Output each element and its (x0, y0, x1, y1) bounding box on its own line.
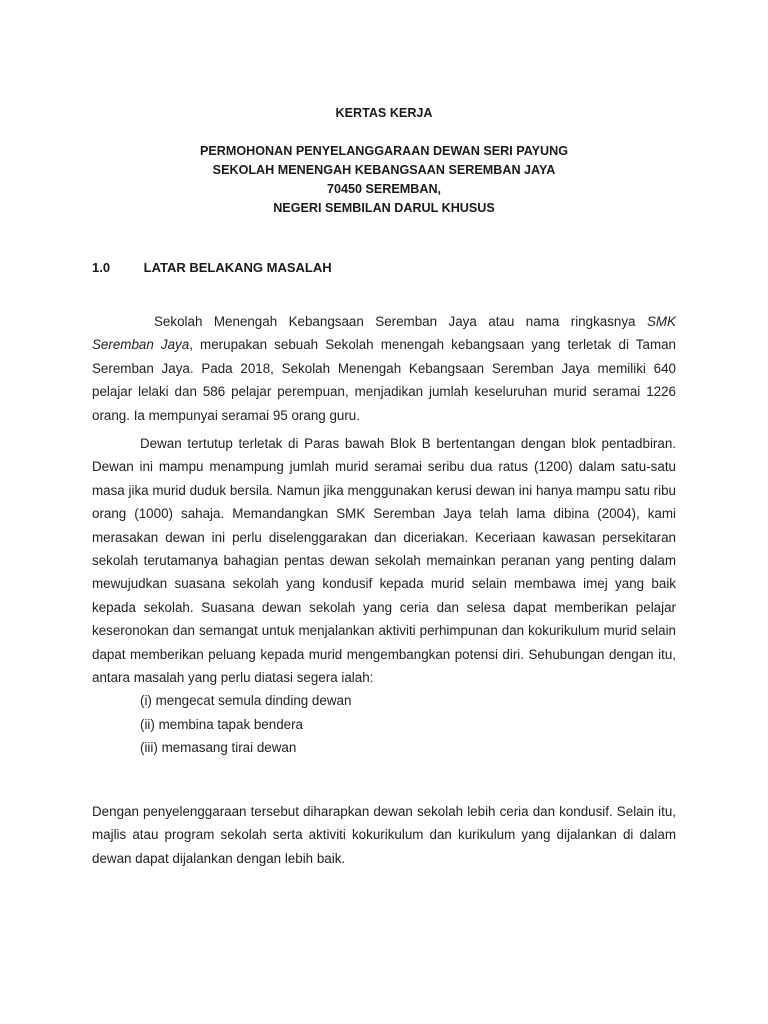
paragraph-background (92, 310, 676, 427)
paragraph-hall (92, 432, 676, 760)
list-item: (ii) membina tapak bendera (140, 716, 304, 732)
section-heading (92, 258, 332, 277)
paragraph-1-text-a: Sekolah Menengah Kebangsaan Seremban Jaya atau nama ringkasnya (154, 314, 647, 329)
paragraph-conclusion (92, 800, 676, 870)
problem-list (92, 689, 676, 759)
header-line-title: PERMOHONAN PENYELANGGARAAN DEWAN SERI PAYUNG (199, 144, 569, 158)
list-item: (iii) memasang tirai dewan (140, 740, 297, 756)
paragraph-3: Dengan penyelenggaraan tersebut diharapkan dewan sekolah lebih ceria dan kondusif. Selain itu, majlis atau program sekolah serta aktiviti kokurikulum dan kurikulum yang dijalankan di dalam dewan dapat dijalankan dengan lebih baik. (92, 804, 676, 866)
paragraph-1-text-b: , merupakan sebuah Sekolah menengah kebangsaan yang terletak di Taman Seremban Jaya. Pada 2018, Sekolah Menengah Kebangsaan Seremban Jaya memiliki 640 pelajar lelaki dan 586 pelajar perempuan, menjadikan jumlah keseluruhan murid seramai 1226 orang. Ia mempunyai seramai 95 orang guru. (92, 337, 676, 423)
header-line-postcode: 70450 SEREMBAN, (326, 182, 442, 196)
section-title: LATAR BELAKANG MASALAH (143, 260, 332, 275)
document-header (92, 104, 676, 218)
paragraph-2: Dewan tertutup terletak di Paras bawah Blok B bertentangan dengan blok pentadbiran. Dewan ini mampu menampung jumlah murid seramai seribu dua ratus (1200) dalam satu-satu masa jika murid duduk bersila. Namun jika menggunakan kerusi dewan ini hanya mampu satu ribu orang (1000) sahaja. Memandangkan SMK Seremban Jaya telah lama dibina (2004), kami merasakan dewan ini perlu diselenggarakan dan diceriakan. Keceriaan kawasan persekitaran sekolah terutamanya bahagian pentas dewan sekolah memainkan peranan yang penting dalam mewujudkan suasana sekolah yang kondusif kepada murid selain membawa imej yang baik kepada sekolah. Suasana dewan sekolah yang ceria dan selesa dapat memberikan pelajar keseronokan dan semangat untuk menjalankan aktiviti perhimpunan dan kokurikulum murid selain dapat memberikan peluang kepada murid mengembangkan potensi diri. Sehubungan dengan itu, antara masalah yang perlu diatasi segera ialah: (92, 436, 676, 686)
header-line-school: SEKOLAH MENENGAH KEBANGSAAN SEREMBAN JAYA (212, 163, 556, 177)
header-line-state: NEGERI SEMBILAN DARUL KHUSUS (273, 201, 495, 215)
section-number: 1.0 (92, 260, 111, 275)
paragraph-1-school-abbrev: SMK Seremban Jaya (92, 314, 676, 353)
document-title: KERTAS KERJA (335, 106, 433, 120)
list-item: (i) mengecat semula dinding dewan (140, 693, 352, 709)
paragraph-1 (92, 310, 676, 427)
